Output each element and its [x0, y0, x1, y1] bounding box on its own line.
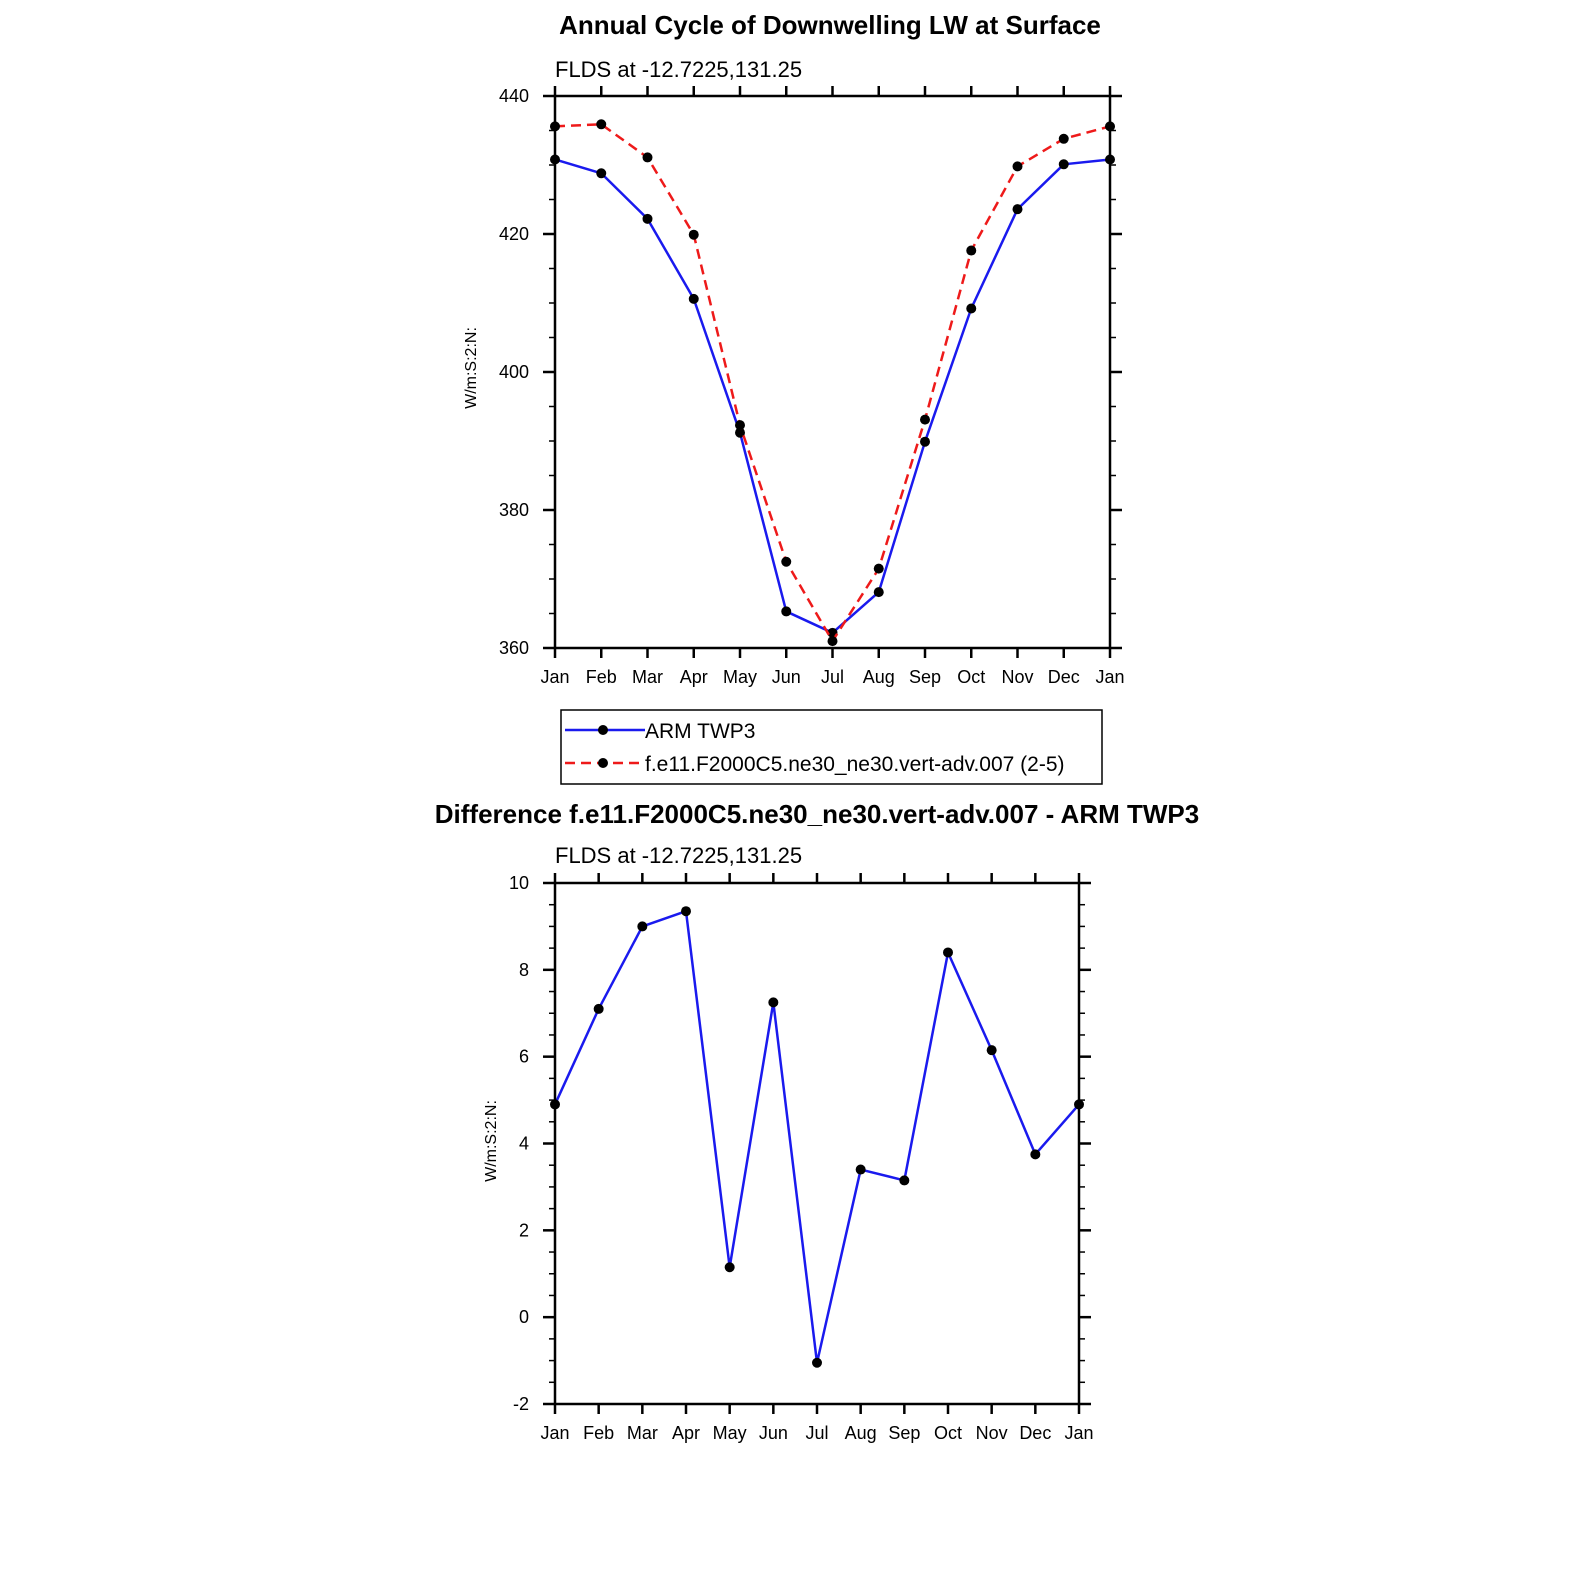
x-tick-label: Mar: [626, 1423, 658, 1443]
y-tick-label: 360: [498, 638, 529, 658]
y-axis-label: W/m:S:2:N:: [463, 327, 480, 409]
y-tick-label: 2: [518, 1220, 529, 1241]
y-tick-label: 420: [498, 224, 529, 244]
data-point: [781, 557, 791, 567]
y-tick-label: 0: [518, 1307, 529, 1328]
data-point: [1030, 1149, 1040, 1159]
y-tick-label: 440: [498, 86, 529, 106]
y-tick-label: -2: [512, 1394, 529, 1414]
x-tick-label: Jul: [820, 667, 845, 687]
data-point: [643, 152, 653, 162]
data-point: [899, 1175, 909, 1185]
x-tick-label: May: [722, 667, 758, 687]
chart-title: Difference f.e11.F2000C5.ne30_ne30.vert-adv.007 - ARM TWP3: [434, 799, 1200, 829]
x-tick-label: Oct: [933, 1423, 963, 1443]
data-point: [1013, 204, 1023, 214]
x-tick-label: Apr: [671, 1423, 701, 1443]
data-point: [828, 636, 838, 646]
x-tick-label: Jun: [758, 1423, 788, 1443]
x-tick-label: Jan: [540, 667, 570, 687]
x-tick-label: Jan: [540, 1423, 570, 1443]
chart-subtitle: FLDS at -12.7225,131.25: [555, 57, 803, 82]
x-tick-label: Nov: [1001, 667, 1034, 687]
data-point: [1013, 161, 1023, 171]
x-tick-label: Oct: [957, 667, 986, 687]
chart-subtitle: FLDS at -12.7225,131.25: [555, 843, 803, 868]
x-tick-label: Feb: [583, 1423, 615, 1443]
chart-title: Annual Cycle of Downwelling LW at Surface: [559, 10, 1101, 40]
x-tick-label: May: [712, 1423, 747, 1443]
x-tick-label: Dec: [1019, 1423, 1052, 1443]
x-tick-label: Dec: [1047, 667, 1080, 687]
data-point: [874, 587, 884, 597]
data-point: [643, 214, 653, 224]
y-tick-label: 380: [498, 500, 529, 520]
data-point: [637, 921, 647, 931]
legend-label-obs: ARM TWP3: [645, 720, 756, 743]
x-tick-label: Jan: [1095, 667, 1125, 687]
x-tick-label: Feb: [585, 667, 617, 687]
x-tick-label: Aug: [844, 1423, 877, 1443]
data-point: [943, 947, 953, 957]
x-tick-label: Jul: [805, 1423, 829, 1443]
y-axis-label: W/m:S:2:N:: [483, 1100, 500, 1182]
y-tick-label: 400: [498, 362, 529, 382]
data-point: [596, 168, 606, 178]
x-tick-label: Sep: [908, 667, 942, 687]
data-point: [1059, 134, 1069, 144]
data-point: [725, 1262, 735, 1272]
data-point: [594, 1004, 604, 1014]
legend-marker-obs: [598, 725, 608, 735]
data-point: [735, 420, 745, 430]
x-tick-label: Jun: [771, 667, 801, 687]
data-point: [920, 437, 930, 447]
x-tick-label: Apr: [679, 667, 708, 687]
data-point: [689, 230, 699, 240]
x-tick-label: Aug: [862, 667, 895, 687]
data-point: [781, 606, 791, 616]
y-tick-label: 8: [518, 959, 529, 980]
x-tick-label: Jan: [1064, 1423, 1094, 1443]
data-point: [812, 1358, 822, 1368]
data-point: [966, 246, 976, 256]
legend-label-model: f.e11.F2000C5.ne30_ne30.vert-adv.007 (2-5): [645, 753, 1065, 776]
x-tick-label: Nov: [975, 1423, 1008, 1443]
data-point: [596, 119, 606, 129]
x-tick-label: Mar: [632, 667, 663, 687]
y-tick-label: 10: [508, 873, 529, 893]
legend-marker-model: [598, 758, 608, 768]
y-tick-label: 6: [518, 1046, 529, 1067]
x-tick-label: Sep: [888, 1423, 921, 1443]
data-point: [768, 997, 778, 1007]
data-point: [856, 1165, 866, 1175]
data-point: [920, 415, 930, 425]
data-point: [689, 294, 699, 304]
data-point: [966, 304, 976, 314]
data-point: [1059, 159, 1069, 169]
data-point: [874, 564, 884, 574]
y-tick-label: 4: [518, 1133, 529, 1154]
data-point: [681, 906, 691, 916]
data-point: [987, 1045, 997, 1055]
